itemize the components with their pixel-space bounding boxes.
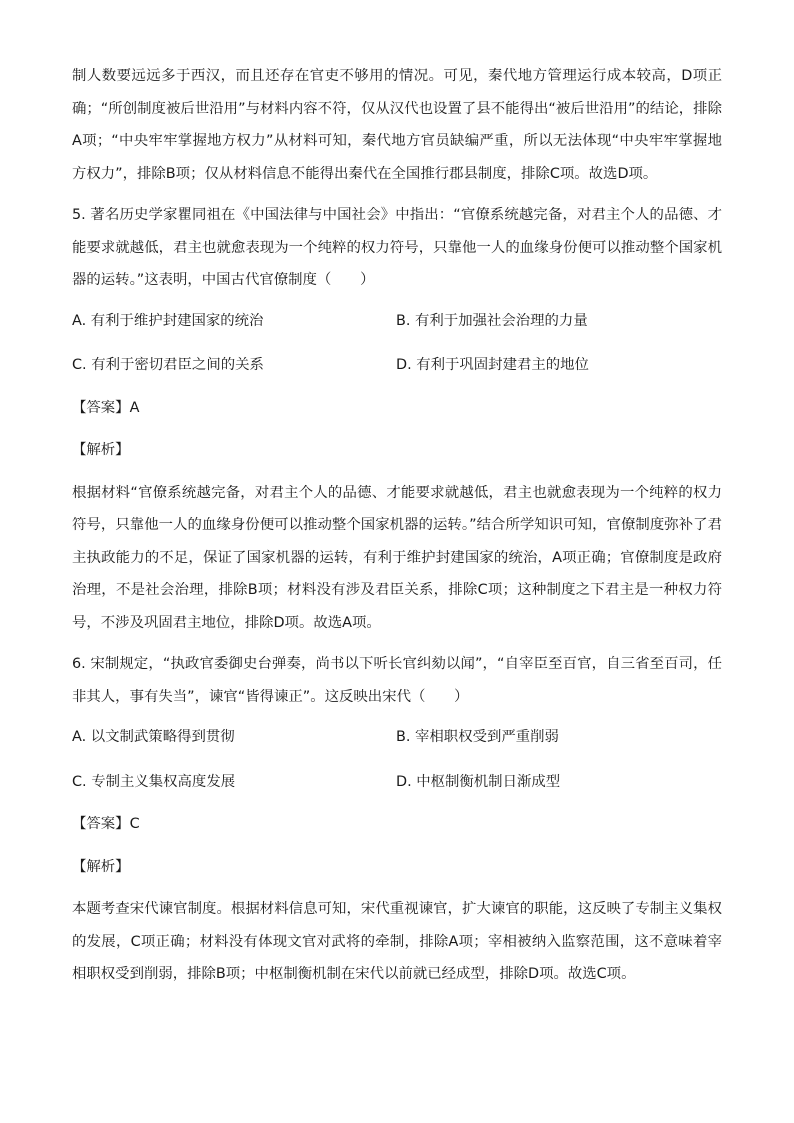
options-grid: [72, 721, 722, 798]
option-c: C. 专制主义集权高度发展: [72, 773, 236, 790]
document-page: [72, 60, 722, 991]
option-b: B. 有利于加强社会治理的力量: [396, 312, 588, 329]
option-c: C. 有利于密切君臣之间的关系: [72, 357, 264, 373]
analysis-paragraph: 根据材料“官僚系统越完备，对君主个人的品德、才能要求就越低，君主也就愈表现为一个纯粹的权力符号，只靠他一人的血缘身份便可以推动整个国家机器的运转。”结合所学知识可知，官僚制度弥补了君主执政能力的不足，保证了国家机器的运转，有利于维护封建国家的统治，A项正确；官僚制度是政府治理，不是社会治理，排除B项；材料没有涉及君臣关系，排除C项；这种制度之下君主是一种权力符号，不涉及巩固君主地位，排除D项。故选A项。: [72, 484, 722, 631]
answer-line: 【答案】C: [72, 816, 140, 832]
option-a: A. 有利于维护封建国家的统治: [72, 312, 264, 329]
options-grid: [72, 305, 722, 382]
analysis-label: 【解析】: [72, 442, 130, 458]
option-d: D. 有利于巩固封建君主的地位: [396, 357, 589, 373]
question-stem: 6. 宋制规定，“执政官委御史台弹奏，尚书以下听长官纠劾以闻”，“自宰臣至百官，自三省至百司，任非其人，事有失当”，谏官“皆得谏正”。这反映出宋代（ ）: [72, 656, 722, 705]
option-b: B. 宰相职权受到严重削弱: [396, 729, 559, 745]
option-a: A. 以文制武策略得到贯彻: [72, 729, 235, 745]
question-6: [72, 648, 722, 991]
intro-paragraph: 制人数要远远多于西汉，而且还存在官吏不够用的情况。可见，秦代地方管理运行成本较高，D项正确；“所创制度被后世沿用”与材料内容不符，仅从汉代也设置了县不能得出“被后世沿用”的结论，排除A项；“中央牢牢掌握地方权力”从材料可知，秦代地方官员缺编严重，所以无法体现“中央牢牢掌握地方权力”，排除B项；仅从材料信息不能得出秦代在全国推行郡县制度，排除C项。故选D项。: [72, 68, 722, 182]
question-5: [72, 199, 722, 639]
question-stem: 5. 著名历史学家瞿同祖在《中国法律与中国社会》中指出：“官僚系统越完备，对君主个人的品德、才能要求就越低，君主也就愈表现为一个纯粹的权力符号，只靠他一人的血缘身份便可以推动整个国家机器的运转。”这表明，中国古代官僚制度（ ）: [72, 207, 722, 288]
option-d: D. 中枢制衡机制日渐成型: [396, 773, 561, 790]
answer-line: 【答案】A: [72, 399, 140, 416]
analysis-paragraph: 本题考查宋代谏官制度。根据材料信息可知，宋代重视谏官，扩大谏官的职能，这反映了专制主义集权的发展，C项正确；材料没有体现文官对武将的牵制，排除A项；宰相被纳入监察范围，这不意味着宰相职权受到削弱，排除B项；中枢制衡机制在宋代以前就已经成型，排除D项。故选C项。: [72, 901, 722, 982]
analysis-label: 【解析】: [72, 858, 130, 875]
